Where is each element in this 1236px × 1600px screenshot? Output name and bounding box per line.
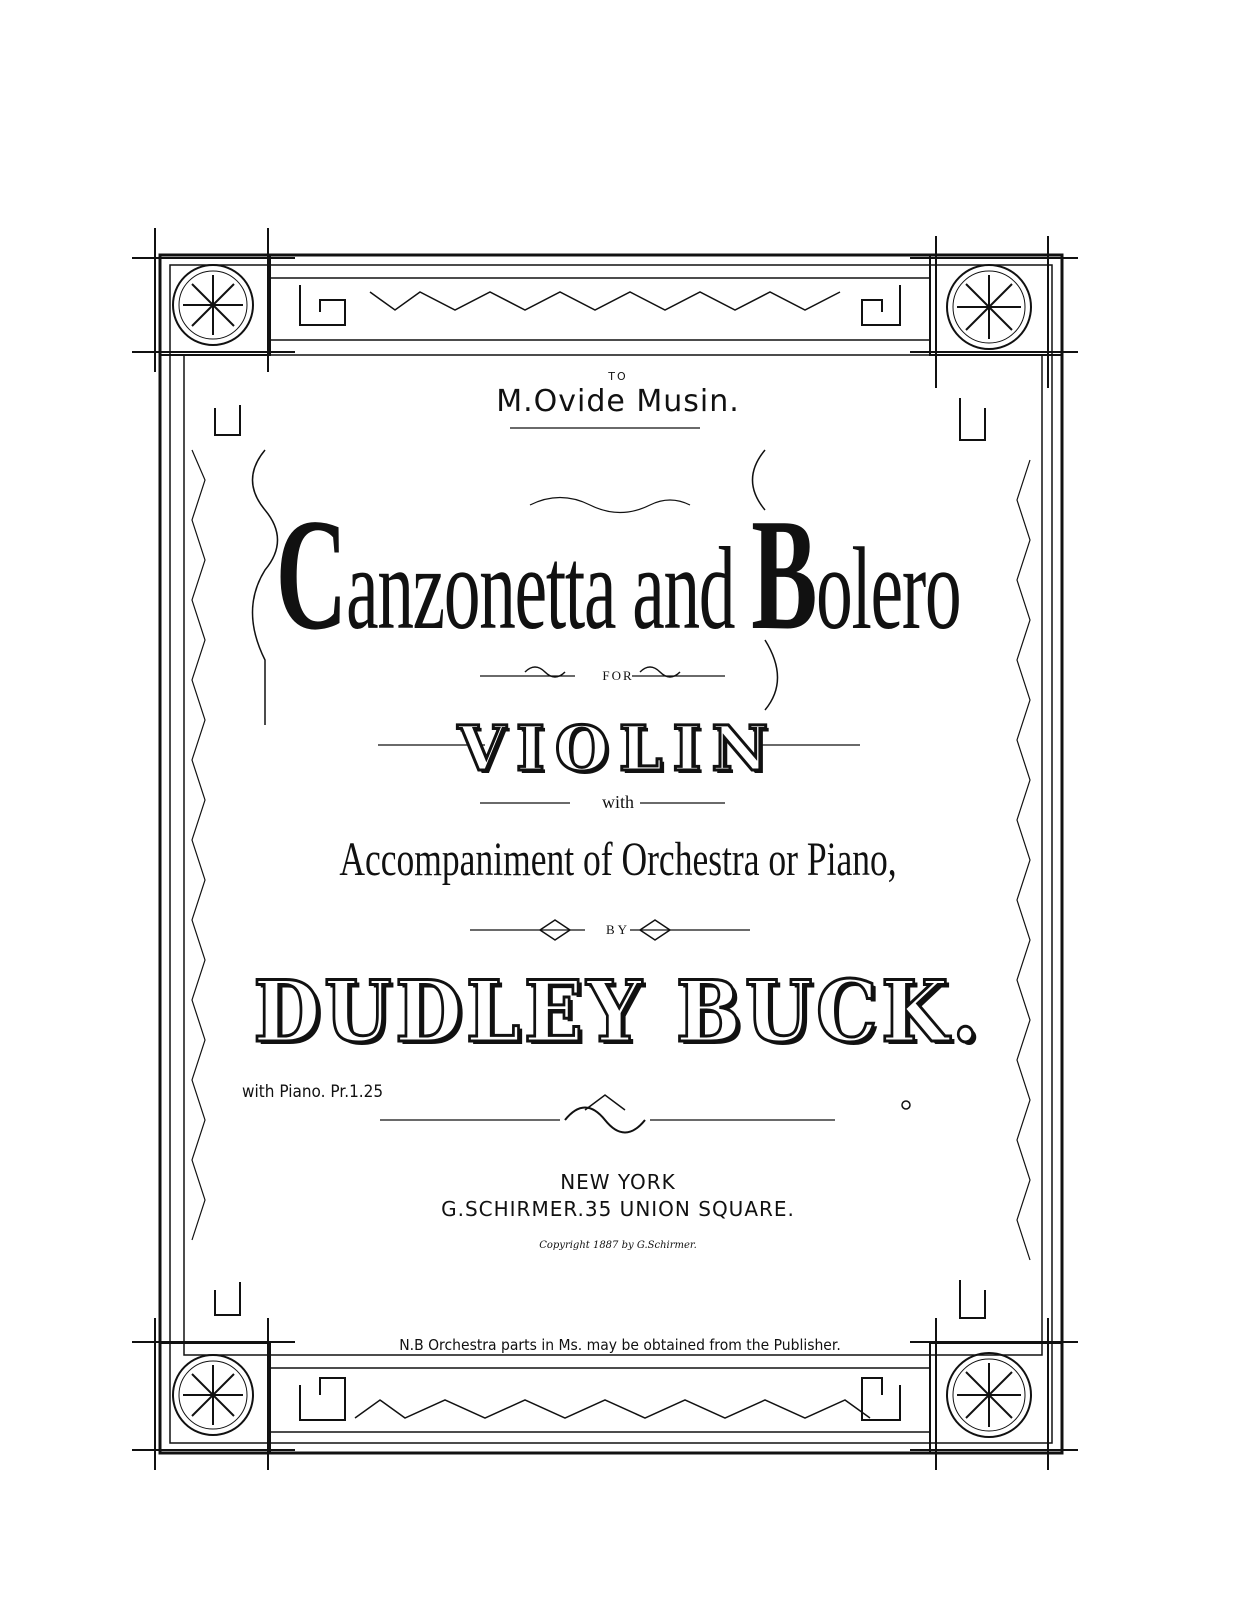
title-word-and: and <box>632 523 735 654</box>
title-word-2: olero <box>816 523 961 654</box>
copyright-line: Copyright 1887 by G.Schirmer. <box>539 1240 697 1251</box>
publisher-city: NEW YORK <box>560 1170 676 1194</box>
dedication-to: TO <box>608 370 628 383</box>
composer-name: DUDLEY BUCK. <box>253 962 983 1061</box>
title-initial-c: C <box>275 485 347 663</box>
dedicatee-name: M.Ovide Musin. <box>496 384 740 419</box>
title-initial-b: B <box>751 485 817 663</box>
title <box>235 482 1001 667</box>
publisher-name: G.SCHIRMER.35 UNION SQUARE. <box>441 1197 795 1221</box>
for-label: FOR <box>602 668 634 683</box>
accompaniment-line: Accompaniment of Orchestra or Piano, <box>339 833 897 886</box>
orchestra-parts-note: N.B Orchestra parts in Ms. may be obtained from the Publisher. <box>399 1336 841 1354</box>
instrument: VIOLIN <box>457 712 779 785</box>
with-label: with <box>601 792 634 812</box>
title-word-1: anzonetta <box>346 523 616 654</box>
by-label: BY <box>605 922 631 937</box>
price-line: with Piano. Pr.1.25 <box>242 1082 384 1102</box>
